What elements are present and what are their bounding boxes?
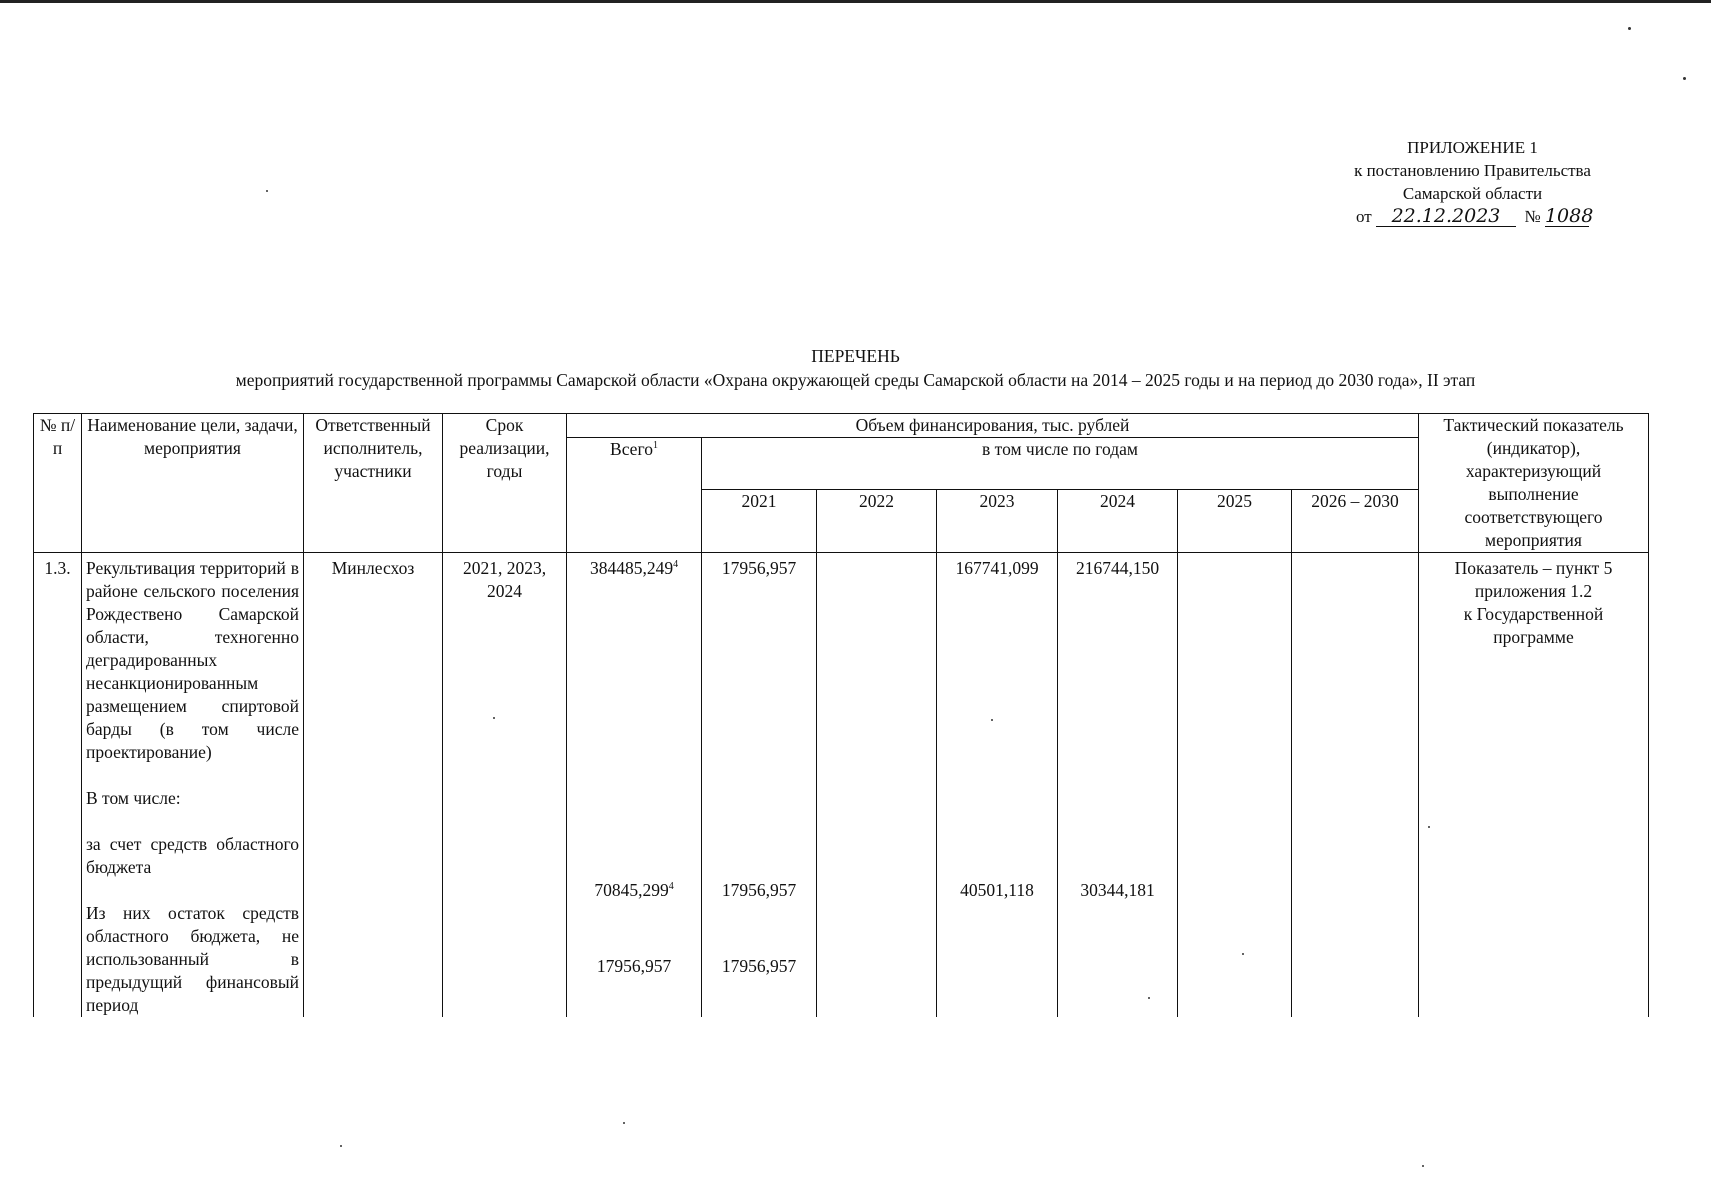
handwritten-number: 1088 — [1544, 205, 1594, 227]
scan-speck — [1428, 826, 1430, 828]
header-responsible: Ответственный исполнитель, участники — [304, 414, 443, 553]
regional-2024: 30344,181 — [1080, 880, 1155, 900]
row-2026-2030 — [1292, 553, 1419, 1018]
header-num: № п/п — [34, 414, 82, 553]
scan-speck — [1148, 997, 1150, 999]
scan-speck — [1422, 1165, 1424, 1167]
document-title — [0, 344, 1711, 392]
row-name-cell — [82, 553, 304, 1018]
table-row — [34, 553, 1649, 1018]
row-total-note: 4 — [673, 559, 679, 571]
appendix-line-1: к постановлению Правительства — [1354, 161, 1591, 180]
row-2023-cell — [937, 553, 1058, 1018]
row-2021: 17956,957 — [721, 558, 797, 578]
appendix-block — [1300, 136, 1645, 228]
scan-speck — [623, 1122, 625, 1124]
header-name: Наименование цели, задачи, мероприятия — [82, 414, 304, 553]
header-total-note: 1 — [652, 440, 658, 452]
date-prefix: от — [1356, 207, 1372, 226]
row-indicator: Показатель – пункт 5 приложения 1.2 к Государственной программе — [1419, 553, 1649, 1018]
row-2025 — [1178, 553, 1292, 1018]
row-total-cell — [567, 553, 702, 1018]
row-num: 1.3. — [34, 553, 82, 1018]
header-by-years: в том числе по годам — [702, 438, 1419, 490]
scan-speck — [340, 1145, 342, 1147]
header-year-2026-2030: 2026 – 2030 — [1292, 490, 1419, 553]
regional-total-note: 4 — [668, 881, 674, 893]
document-heading: ПЕРЕЧЕНЬ — [811, 346, 900, 366]
header-year-2024: 2024 — [1058, 490, 1178, 553]
row-2021-cell — [702, 553, 817, 1018]
scan-speck — [1242, 953, 1244, 955]
row-period: 2021, 2023, 2024 — [443, 553, 567, 1018]
measures-table — [33, 413, 1649, 1017]
header-year-2021: 2021 — [702, 490, 817, 553]
header-year-2023: 2023 — [937, 490, 1058, 553]
appendix-date-number — [1300, 205, 1645, 228]
handwritten-date: 22.12.2023 — [1376, 206, 1516, 227]
header-year-2022: 2022 — [817, 490, 937, 553]
scan-speck — [1683, 77, 1686, 80]
scan-speck — [266, 190, 268, 192]
remainder-2021: 17956,957 — [721, 956, 797, 976]
row-2023: 167741,099 — [955, 558, 1039, 578]
regional-name: за счет средств областного бюджета — [86, 834, 299, 877]
regional-2021: 17956,957 — [721, 880, 797, 900]
regional-total: 70845,299$^4$ — [594, 880, 674, 900]
document-subheading: мероприятий государственной программы Самарской области «Охрана окружающей среды Самарской области на 2014 – 2025 годы и на период до 2030 года», II этап — [235, 370, 1476, 390]
row-2022 — [817, 553, 937, 1018]
header-row-1 — [34, 414, 1649, 438]
including-label: В том числе: — [86, 788, 181, 808]
row-name: Рекультивация территорий в районе сельского поселения Рождествено Самарской области, техногенно деградированных несанкционированным размещением спиртовой барды (в том числе проектирование) — [86, 558, 299, 762]
remainder-name: Из них остаток средств областного бюджета, не использованный в предыдущий финансовый период — [86, 903, 299, 1015]
scan-speck — [991, 719, 993, 721]
remainder-total: 17956,957 — [596, 956, 672, 976]
header-total: Всего$^1$ — [567, 438, 702, 553]
header-indicator: Тактический показатель (индикатор), характеризующий выполнение соответствующего мероприятия — [1419, 414, 1649, 553]
scan-speck — [1628, 27, 1631, 30]
appendix-title: ПРИЛОЖЕНИЕ 1 — [1407, 138, 1538, 157]
number-prefix: № — [1524, 207, 1541, 226]
header-funding: Объем финансирования, тыс. рублей — [567, 414, 1419, 438]
row-responsible: Минлесхоз — [304, 553, 443, 1018]
scan-speck — [493, 717, 495, 719]
row-2024-cell — [1058, 553, 1178, 1018]
row-2024: 216744,150 — [1075, 558, 1160, 578]
regional-2023: 40501,118 — [960, 880, 1034, 900]
header-period: Срок реализации, годы — [443, 414, 567, 553]
row-total: 384485,249$^4$ — [589, 558, 679, 578]
page-top-border — [0, 0, 1711, 3]
header-year-2025: 2025 — [1178, 490, 1292, 553]
appendix-line-2: Самарской области — [1402, 184, 1543, 203]
